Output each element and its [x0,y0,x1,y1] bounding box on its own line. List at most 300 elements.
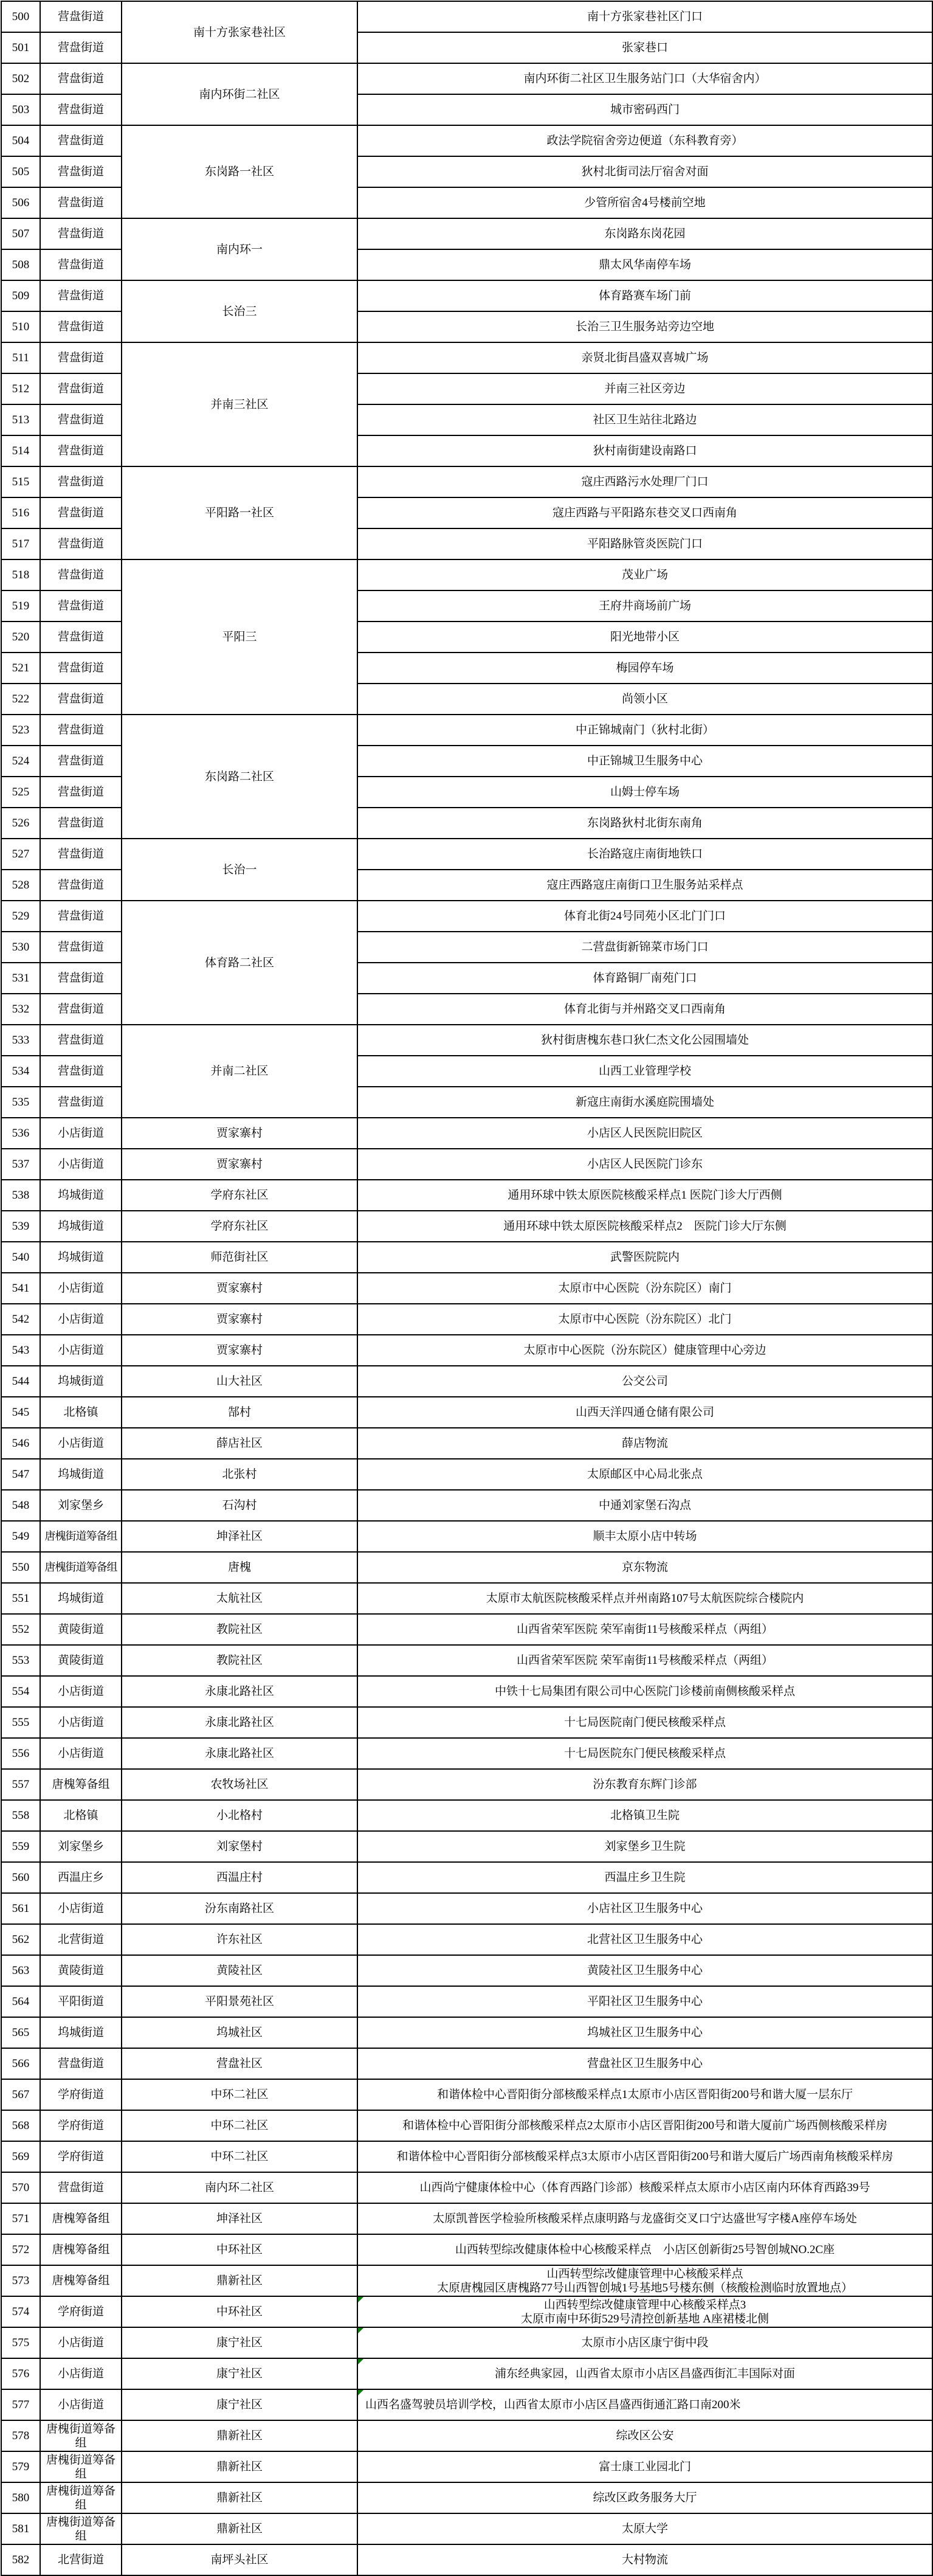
table-row [1,2296,932,2327]
community-cell: 太航社区 [122,1583,357,1614]
seq-cell: 505 [1,156,40,187]
location-cell: 尚领小区 [357,684,932,715]
street-cell: 营盘街道 [40,715,122,746]
street-cell: 营盘街道 [40,311,122,342]
location-cell: 大村物流 [357,2544,932,2575]
location-cell: 狄村北街司法厅宿舍对面 [357,156,932,187]
street-cell: 小店街道 [40,2358,122,2389]
table-row [1,1273,932,1304]
seq-cell: 547 [1,1459,40,1490]
seq-cell: 553 [1,1645,40,1676]
street-cell: 营盘街道 [40,621,122,653]
location-cell: 小店区人民医院旧院区 [357,1118,932,1149]
location-cell: 中铁十七局集团有限公司中心医院门诊楼前南侧核酸采样点 [357,1676,932,1707]
seq-cell: 503 [1,94,40,125]
location-cell: 太原市中心医院（汾东院区）南门 [357,1273,932,1304]
street-cell: 坞城街道 [40,2017,122,2048]
seq-cell: 523 [1,715,40,746]
location-cell: 体育北街与并州路交叉口西南角 [357,994,932,1025]
seq-cell: 560 [1,1862,40,1893]
seq-cell: 525 [1,777,40,808]
community-cell: 许东社区 [122,1924,357,1955]
seq-cell: 564 [1,1986,40,2017]
seq-cell: 580 [1,2482,40,2513]
location-cell: 和谐体检中心晋阳街分部核酸采样点3太原市小店区晋阳街200号和谐大厦后广场西南角核酸采样房 [357,2141,932,2172]
seq-cell: 539 [1,1211,40,1242]
street-cell: 黄陵街道 [40,1955,122,1986]
table-row [1,1304,932,1335]
street-line: 组 [75,2436,87,2450]
location-cell: 山西天洋四通仓储有限公司 [357,1397,932,1428]
seq-cell: 541 [1,1273,40,1304]
street-cell: 坞城街道 [40,1180,122,1211]
street-cell: 唐槐街道筹备组 [40,1521,122,1552]
street-cell: 营盘街道 [40,808,122,839]
location-cell: 顺丰太原小店中转场 [357,1521,932,1552]
street-cell: 唐槐筹备组 [40,2265,122,2296]
location-cell: 阳光地带小区 [357,621,932,653]
street-cell: 营盘街道 [40,994,122,1025]
street-cell: 小店街道 [40,1676,122,1707]
table-row [1,2544,932,2575]
seq-cell: 512 [1,373,40,404]
table-row [1,466,932,497]
location-cell: 小店区人民医院门诊东 [357,1149,932,1180]
table-row [1,2234,932,2265]
location-cell: 体育路赛车场门前 [357,280,932,311]
street-cell: 坞城街道 [40,1242,122,1273]
location-cell [357,2265,932,2296]
street-cell: 坞城街道 [40,1211,122,1242]
location-cell: 中通刘家堡石沟点 [357,1490,932,1521]
seq-cell: 515 [1,466,40,497]
table-row [1,1800,932,1831]
location-cell: 东岗路狄村北街东南角 [357,808,932,839]
location-cell: 北营社区卫生服务中心 [357,1924,932,1955]
community-cell: 鼎新社区 [122,2513,357,2544]
seq-cell: 529 [1,901,40,932]
table-row [1,1335,932,1366]
street-line: 组 [75,2467,87,2481]
location-cell: 山西省荣军医院 荣军南街11号核酸采样点（两组） [357,1645,932,1676]
table-row [1,559,932,590]
table-row [1,2048,932,2079]
cell-error-indicator-triangle-icon [358,2297,363,2302]
table-row [1,2265,932,2296]
table-row [1,2079,932,2110]
community-cell: 永康北路社区 [122,1676,357,1707]
table-row [1,2389,932,2420]
table-row [1,2141,932,2172]
community-cell: 鼎新社区 [122,2451,357,2482]
community-cell: 贾家寨村 [122,1149,357,1180]
table-row [1,2513,932,2544]
street-cell: 唐槐筹备组 [40,2203,122,2234]
street-cell: 唐槐筹备组 [40,2234,122,2265]
seq-cell: 549 [1,1521,40,1552]
location-cell: 亲贤北街昌盛双喜城广场 [357,342,932,373]
table-row [1,2451,932,2482]
location-cell: 北格镇卫生院 [357,1800,932,1831]
table-row [1,1738,932,1769]
table-row [1,1,932,32]
table-row [1,1149,932,1180]
location-cell: 西温庄乡卫生院 [357,1862,932,1893]
street-cell: 营盘街道 [40,1056,122,1087]
community-cell: 平阳景苑社区 [122,1986,357,2017]
community-cell: 教院社区 [122,1614,357,1645]
seq-cell: 557 [1,1769,40,1800]
street-cell: 营盘街道 [40,466,122,497]
table-row [1,715,932,746]
seq-cell: 504 [1,125,40,156]
location-cell: 山西名盛驾驶员培训学校，山西省太原市小店区昌盛西街通汇路口南200米 [357,2389,932,2420]
location-cell: 寇庄西路寇庄南街口卫生服务站采样点 [357,870,932,901]
location-cell: 和谐体检中心晋阳街分部核酸采样点2太原市小店区晋阳街200号和谐大厦前广场西侧核酸采样房 [357,2110,932,2141]
seq-cell: 533 [1,1025,40,1056]
location-cell: 武警医院院内 [357,1242,932,1273]
street-cell: 北格镇 [40,1397,122,1428]
location-cell: 和谐体检中心晋阳街分部核酸采样点1太原市小店区晋阳街200号和谐大厦一层东厅 [357,2079,932,2110]
street-cell: 营盘街道 [40,373,122,404]
community-cell: 长治一 [122,839,357,901]
location-cell: 体育北街24号同苑小区北门门口 [357,901,932,932]
street-cell: 小店街道 [40,2327,122,2358]
table-row [1,1211,932,1242]
seq-cell: 568 [1,2110,40,2141]
community-cell: 南内环一 [122,218,357,280]
street-line: 唐槐街道筹备 [46,2484,115,2498]
seq-cell: 548 [1,1490,40,1521]
seq-cell: 582 [1,2544,40,2575]
location-cell: 山西尚宁健康体检中心（体育西路门诊部）核酸采样点太原市小店区南内环体育西路39号 [357,2172,932,2203]
location-cell: 狄村街唐槐东巷口狄仁杰文化公园围墙处 [357,1025,932,1056]
table-row [1,1614,932,1645]
table-row [1,1366,932,1397]
community-cell: 中环社区 [122,2234,357,2265]
seq-cell: 506 [1,187,40,218]
testing-sites-table-body [1,1,932,2575]
community-cell: 鼎新社区 [122,2420,357,2451]
street-line: 唐槐街道筹备 [46,2422,115,2436]
community-cell: 贾家寨村 [122,1118,357,1149]
cell-error-indicator-triangle-icon [358,2359,363,2364]
community-cell: 永康北路社区 [122,1738,357,1769]
table-row [1,1676,932,1707]
street-line: 组 [75,2498,87,2512]
table-row [1,1428,932,1459]
location-cell: 太原邮区中心局北张点 [357,1459,932,1490]
community-cell: 南内环二社区 [122,2172,357,2203]
table-row [1,1490,932,1521]
seq-cell: 528 [1,870,40,901]
community-cell: 教院社区 [122,1645,357,1676]
seq-cell: 542 [1,1304,40,1335]
street-cell: 营盘街道 [40,963,122,994]
seq-cell: 519 [1,590,40,621]
table-row [1,125,932,156]
location-cell: 十七局医院东门便民核酸采样点 [357,1738,932,1769]
street-cell: 营盘街道 [40,870,122,901]
street-cell: 营盘街道 [40,746,122,777]
street-cell: 营盘街道 [40,156,122,187]
location-cell: 长治三卫生服务站旁边空地 [357,311,932,342]
seq-cell: 561 [1,1893,40,1924]
seq-cell: 521 [1,653,40,684]
community-cell: 薛店社区 [122,1428,357,1459]
street-cell: 营盘街道 [40,839,122,870]
street-cell: 营盘街道 [40,901,122,932]
table-row [1,63,932,94]
street-cell [40,2451,122,2482]
table-row [1,1955,932,1986]
location-cell: 狄村南街建设南路口 [357,435,932,466]
street-cell: 小店街道 [40,1335,122,1366]
community-cell: 平阳路一社区 [122,466,357,559]
street-cell: 小店街道 [40,1738,122,1769]
table-row [1,1707,932,1738]
location-cell: 少管所宿舍4号楼前空地 [357,187,932,218]
table-row [1,839,932,870]
location-cell: 刘家堡乡卫生院 [357,1831,932,1862]
street-line: 唐槐街道筹备 [46,2515,115,2529]
table-row [1,1521,932,1552]
community-cell: 坞城社区 [122,2017,357,2048]
seq-cell: 556 [1,1738,40,1769]
seq-cell: 540 [1,1242,40,1273]
seq-cell: 543 [1,1335,40,1366]
seq-cell: 524 [1,746,40,777]
location-cell: 太原市太航医院核酸采样点并州南路107号太航医院综合楼院内 [357,1583,932,1614]
location-cell: 王府井商场前广场 [357,590,932,621]
street-cell: 营盘街道 [40,218,122,249]
street-cell: 小店街道 [40,1118,122,1149]
seq-cell: 559 [1,1831,40,1862]
location-cell: 平阳路脉管炎医院门口 [357,528,932,559]
table-row [1,1986,932,2017]
community-cell: 康宁社区 [122,2327,357,2358]
street-cell: 小店街道 [40,1707,122,1738]
street-cell: 西温庄乡 [40,1862,122,1893]
location-cell: 社区卫生站往北路边 [357,404,932,435]
street-cell: 营盘街道 [40,125,122,156]
location-cell: 太原市中心医院（汾东院区）北门 [357,1304,932,1335]
table-row [1,1552,932,1583]
table-row [1,1893,932,1924]
seq-cell: 532 [1,994,40,1025]
table-row [1,1831,932,1862]
community-cell: 并南三社区 [122,342,357,466]
seq-cell: 513 [1,404,40,435]
location-line: 山西转型综改健康管理中心核酸采样点 [546,2267,743,2280]
community-cell: 体育路二社区 [122,901,357,1025]
community-cell: 贾家寨村 [122,1335,357,1366]
street-cell: 黄陵街道 [40,1645,122,1676]
street-cell: 营盘街道 [40,684,122,715]
seq-cell: 552 [1,1614,40,1645]
community-cell: 坤泽社区 [122,2203,357,2234]
street-cell: 唐槐街道筹备组 [40,1552,122,1583]
street-cell: 营盘街道 [40,590,122,621]
table-row [1,2358,932,2389]
community-cell: 东岗路一社区 [122,125,357,218]
community-cell: 并南二社区 [122,1025,357,1118]
location-cell: 东岗路东岗花园 [357,218,932,249]
table-row [1,2482,932,2513]
community-cell: 康宁社区 [122,2389,357,2420]
street-cell: 营盘街道 [40,32,122,63]
street-cell: 黄陵街道 [40,1614,122,1645]
seq-cell: 566 [1,2048,40,2079]
table-row [1,218,932,249]
street-cell: 坞城街道 [40,1459,122,1490]
seq-cell: 571 [1,2203,40,2234]
community-cell: 小北格村 [122,1800,357,1831]
table-row [1,2420,932,2451]
street-cell: 北格镇 [40,1800,122,1831]
seq-cell: 520 [1,621,40,653]
seq-cell: 567 [1,2079,40,2110]
location-cell: 山西省荣军医院 荣军南街11号核酸采样点（两组） [357,1614,932,1645]
seq-cell: 555 [1,1707,40,1738]
seq-cell: 502 [1,63,40,94]
table-row [1,2110,932,2141]
street-cell: 平阳街道 [40,1986,122,2017]
community-cell: 汾东南路社区 [122,1893,357,1924]
community-cell: 康宁社区 [122,2358,357,2389]
seq-cell: 536 [1,1118,40,1149]
street-cell: 唐槐筹备组 [40,1769,122,1800]
community-cell: 师范街社区 [122,1242,357,1273]
street-cell: 学府街道 [40,2141,122,2172]
location-cell: 山姆士停车场 [357,777,932,808]
seq-cell: 538 [1,1180,40,1211]
seq-cell: 537 [1,1149,40,1180]
location-cell: 山西转型综改健康体检中心核酸采样点 小店区创新街25号智创城NO.2C座 [357,2234,932,2265]
location-cell: 城市密码西门 [357,94,932,125]
community-cell: 南内环街二社区 [122,63,357,125]
seq-cell: 575 [1,2327,40,2358]
seq-cell: 526 [1,808,40,839]
community-cell: 西温庄村 [122,1862,357,1893]
location-cell: 综改区政务服务大厅 [357,2482,932,2513]
community-cell: 农牧场社区 [122,1769,357,1800]
location-line: 太原市南中环街529号清控创新基地 A座裙楼北侧 [521,2312,769,2325]
street-cell: 营盘街道 [40,249,122,280]
location-cell: 小店社区卫生服务中心 [357,1893,932,1924]
community-cell: 郜村 [122,1397,357,1428]
street-cell: 营盘街道 [40,497,122,528]
table-row [1,1459,932,1490]
community-cell: 贾家寨村 [122,1273,357,1304]
community-cell: 石沟村 [122,1490,357,1521]
table-row [1,1025,932,1056]
table-row [1,2203,932,2234]
community-cell: 平阳三 [122,559,357,715]
location-cell: 薛店物流 [357,1428,932,1459]
location-line: 山西转型综改健康管理中心核酸采样点3 [543,2298,746,2311]
table-row [1,2172,932,2203]
street-cell: 北营街道 [40,1924,122,1955]
seq-cell: 522 [1,684,40,715]
street-cell: 小店街道 [40,1304,122,1335]
location-cell: 太原凯普医学检验所核酸采样点康明路与龙盛街交叉口宁达盛世写字楼A座停车场处 [357,2203,932,2234]
seq-cell: 509 [1,280,40,311]
street-cell: 营盘街道 [40,1025,122,1056]
table-row [1,1583,932,1614]
location-cell: 浦东经典家园，山西省太原市小店区昌盛西街汇丰国际对面 [357,2358,932,2389]
street-cell: 营盘街道 [40,342,122,373]
seq-cell: 570 [1,2172,40,2203]
location-cell: 寇庄西路污水处理厂门口 [357,466,932,497]
seq-cell: 577 [1,2389,40,2420]
seq-cell: 574 [1,2296,40,2327]
seq-cell: 563 [1,1955,40,1986]
seq-cell: 511 [1,342,40,373]
street-cell: 营盘街道 [40,94,122,125]
table-row [1,1118,932,1149]
location-cell: 太原市小店区康宁街中段 [357,2327,932,2358]
table-row [1,1180,932,1211]
community-cell: 永康北路社区 [122,1707,357,1738]
table-row [1,1645,932,1676]
seq-cell: 565 [1,2017,40,2048]
location-cell: 太原大学 [357,2513,932,2544]
table-row [1,901,932,932]
location-cell: 南十方张家巷社区门口 [357,1,932,32]
seq-cell: 516 [1,497,40,528]
street-cell: 刘家堡乡 [40,1831,122,1862]
location-cell: 综改区公安 [357,2420,932,2451]
location-cell: 中正锦城卫生服务中心 [357,746,932,777]
community-cell: 学府东社区 [122,1211,357,1242]
seq-cell: 508 [1,249,40,280]
street-cell: 营盘街道 [40,435,122,466]
location-cell: 鼎太风华南停车场 [357,249,932,280]
location-cell: 富士康工业园北门 [357,2451,932,2482]
location-cell: 黄陵社区卫生服务中心 [357,1955,932,1986]
table-row [1,1397,932,1428]
seq-cell: 527 [1,839,40,870]
cell-error-indicator-triangle-icon [358,2328,363,2333]
seq-cell: 579 [1,2451,40,2482]
street-cell: 营盘街道 [40,1,122,32]
location-cell: 十七局医院南门便民核酸采样点 [357,1707,932,1738]
street-cell: 营盘街道 [40,777,122,808]
seq-cell: 531 [1,963,40,994]
street-cell: 营盘街道 [40,1087,122,1118]
location-cell: 体育路铜厂南苑门口 [357,963,932,994]
community-cell: 中环二社区 [122,2079,357,2110]
seq-cell: 573 [1,2265,40,2296]
street-cell: 学府街道 [40,2296,122,2327]
location-cell: 茂业广场 [357,559,932,590]
street-cell: 小店街道 [40,1428,122,1459]
community-cell: 坤泽社区 [122,1521,357,1552]
table-row [1,1924,932,1955]
seq-cell: 545 [1,1397,40,1428]
table-row [1,1862,932,1893]
street-cell: 营盘街道 [40,653,122,684]
seq-cell: 576 [1,2358,40,2389]
seq-cell: 558 [1,1800,40,1831]
seq-cell: 544 [1,1366,40,1397]
seq-cell: 572 [1,2234,40,2265]
street-cell: 北营街道 [40,2544,122,2575]
community-cell: 北张村 [122,1459,357,1490]
seq-cell: 569 [1,2141,40,2172]
seq-cell: 546 [1,1428,40,1459]
